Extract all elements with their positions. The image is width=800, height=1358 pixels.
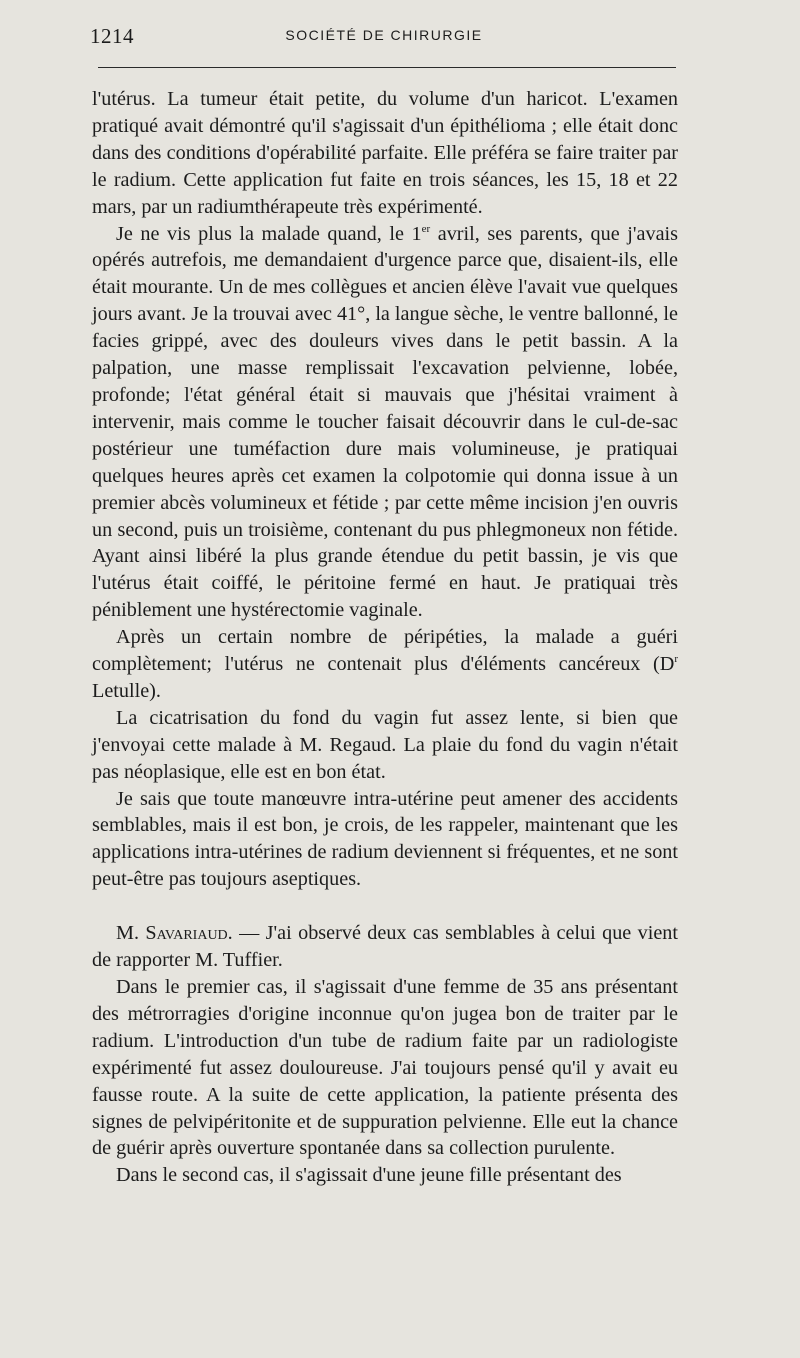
paragraph-4: La cicatrisation du fond du vagin fut assez lente, si bien que j'envoyai cette malade à M. Regaud. La plaie du fond du vagin n'était pas néoplasique, elle est en bon état. bbox=[92, 706, 678, 783]
paragraph-8: Dans le second cas, il s'agissait d'une jeune fille présentant des bbox=[116, 1164, 622, 1187]
body-text bbox=[92, 86, 678, 1189]
paragraph-3 bbox=[92, 624, 678, 705]
superscript-er: er bbox=[421, 222, 431, 235]
paragraph-6-rest: . — J'ai observé deux cas semblables à celui que vient de rapporter M. Tuffier. bbox=[92, 922, 679, 972]
paragraph-7: Dans le premier cas, il s'agissait d'une femme de 35 ans présentant des métrorragies d'origine inconnue qu'on jugea bon de traiter par le radium. L'introduction d'un tube de radium faite par un radiologiste expérimenté fut assez douloureuse. J'ai toujours pensé qu'il y avait eu fausse route. A la suite de cette application, la patiente présenta des signes de pelvipéritonite et de suppuration pelvienne. Elle eut la chance de guérir après ouverture spontanée dans sa collection purulente. bbox=[92, 976, 678, 1160]
paragraph-2-rest: avril, ses parents, que j'avais opérés autrefois, me demandaient d'urgence parce que, disaient-ils, elle était mourante. Un de mes collègues et ancien élève l'avait vue quelques jours avant. Je la trouvai avec 41°, la langue sèche, le ventre ballonné, le facies grippé, avec des douleurs vives dans le petit bassin. A la palpation, une masse remplissait l'excavation pelvienne, lobée, profonde; l'état général était si mauvais que j'hésitai vraiment à intervenir, mais comme le toucher faisait découvrir dans le cul-de-sac postérieur une tuméfaction dure mais volumineuse, je pratiquai quelques heures après cet examen la colpotomie qui donna issue à un premier abcès volumineux et fétide ; par cette même incision j'en ouvris un second, puis un troisième, contenant du pus phlegmoneux non fétide. Ayant ainsi libéré la plus grande étendue du petit bassin, je vis que l'utérus était coiffé, le péritoine fermé en haut. Je pratiquai très péniblement une hystérectomie vaginale. bbox=[92, 222, 678, 622]
speaker-name: Savariaud bbox=[145, 922, 228, 945]
paragraph-1: l'utérus. La tumeur était petite, du volume d'un haricot. L'examen pratiqué avait démontré qu'il s'agissait d'un épithélioma ; elle était donc dans des conditions d'opérabilité parfaite. Elle préféra se faire traiter par le radium. Cette application fut faite en trois séances, les 15, 18 et 22 mars, par un radiumthérapeute très expérimenté. bbox=[92, 88, 678, 218]
paragraph-3-start: Après un certain nombre de péripéties, la malade a guéri complètement; l'utérus ne contenait plus d'éléments cancéreux (D bbox=[92, 626, 678, 676]
paragraph-5: Je sais que toute manœuvre intra-utérine peut amener des accidents semblables, mais il est bon, je crois, de les rappeler, maintenant que les applications intra-utérines de radium deviennent si fréquentes, et ne sont peut-être pas toujours aseptiques. bbox=[92, 787, 678, 891]
paragraph-2 bbox=[92, 221, 678, 625]
paragraph-6 bbox=[92, 920, 678, 974]
page-header bbox=[90, 24, 678, 52]
paragraph-3-rest: Letulle). bbox=[92, 679, 161, 702]
paragraph-2-start: Je ne vis plus la malade quand, le 1 bbox=[116, 222, 422, 245]
speaker-prefix: M. bbox=[116, 922, 146, 945]
superscript-r: r bbox=[674, 653, 678, 666]
page-number: 1214 bbox=[90, 24, 134, 48]
header-rule bbox=[98, 67, 676, 68]
running-title: SOCIÉTÉ DE CHIRURGIE bbox=[285, 27, 483, 43]
